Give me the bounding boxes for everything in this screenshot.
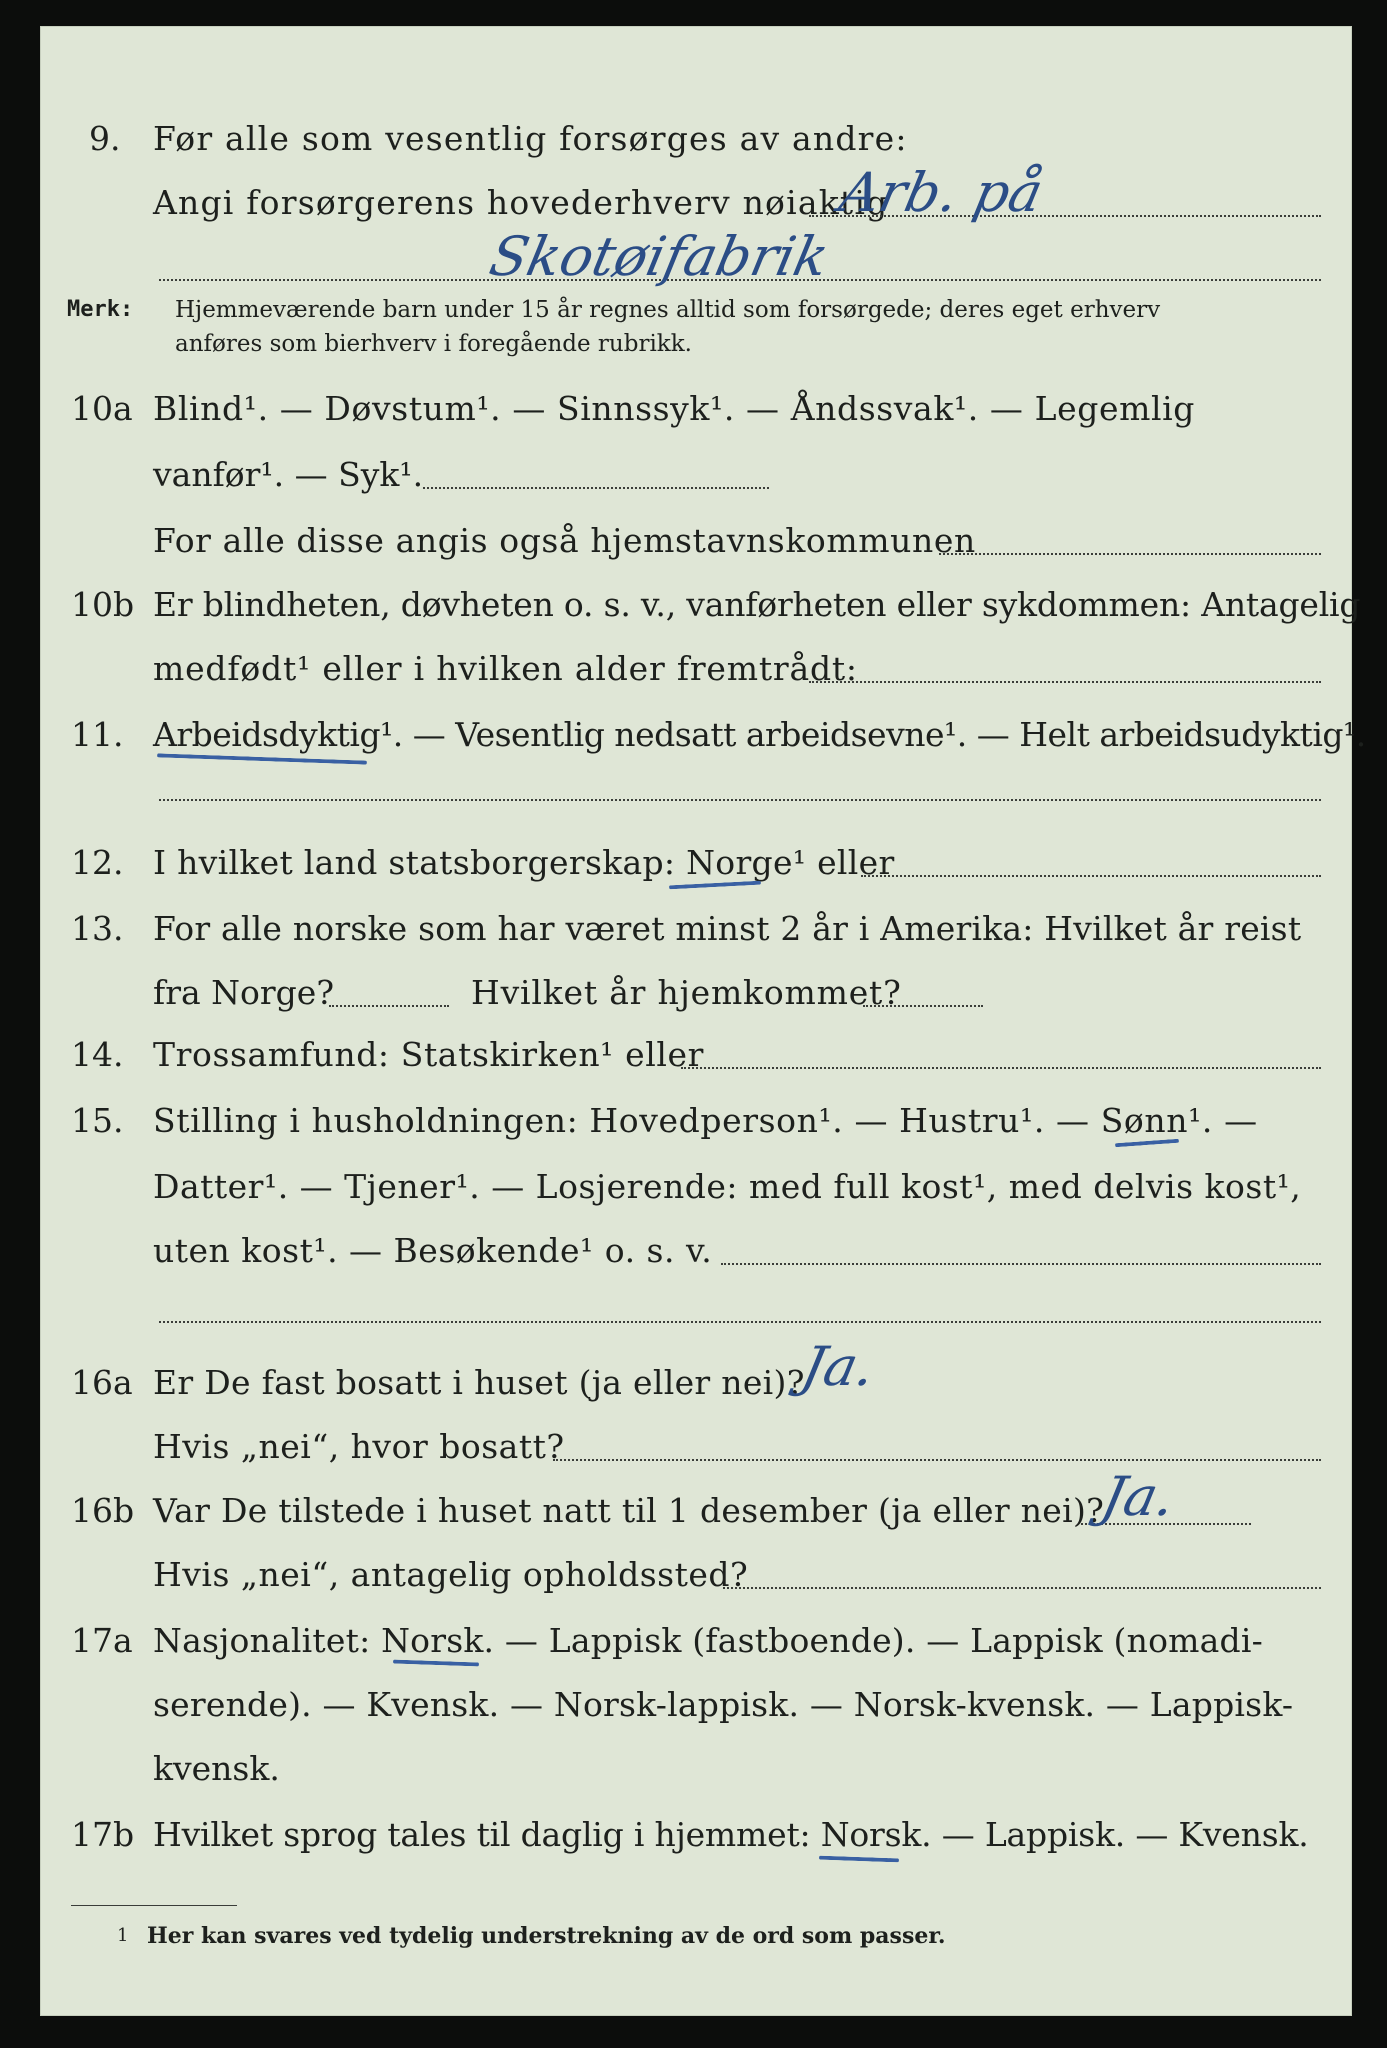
q16b-line2: Hvis „nei“, antagelig opholdssted?: [153, 1555, 749, 1594]
q9-handwritten-answer-1: Arb. på: [834, 161, 1049, 224]
q17b-handwritten-underline: [819, 1856, 899, 1863]
q9-line1: Før alle som vesentlig forsørges av andre:: [153, 119, 908, 158]
q13-fill-line-1: [329, 1005, 449, 1007]
census-form-page: [40, 26, 1366, 2016]
q17a-line2: serende). — Kvensk. — Norsk-lappisk. — Norsk-kvensk. — Lappisk-: [153, 1685, 1294, 1724]
merk-label: Merk:: [67, 297, 134, 322]
q16a-handwritten-answer: Ja.: [796, 1335, 881, 1398]
footnote-rule: [71, 1905, 237, 1906]
q16b-number: 16b: [71, 1491, 135, 1530]
q17b-line1: Hvilket sprog tales til daglig i hjemmet: Norsk. — Lappisk. — Kvensk.: [153, 1815, 1309, 1854]
q10a-line2: vanfør¹. — Syk¹.: [153, 455, 424, 494]
q10a-fill-line-1: [423, 487, 769, 489]
q14-line1: Trossamfund: Statskirken¹ eller: [153, 1035, 705, 1074]
q12-number: 12.: [71, 843, 124, 882]
q10b-line1: Er blindheten, døvheten o. s. v., vanførheten eller sykdommen: Antagelig: [153, 585, 1361, 624]
q17a-line3: kvensk.: [153, 1749, 280, 1788]
q11-number: 11.: [71, 715, 124, 754]
footnote-text: Her kan svares ved tydelig understrekning av de ord som passer.: [147, 1923, 946, 1949]
q14-fill-line: [681, 1067, 1321, 1069]
q9-number: 9.: [89, 119, 121, 158]
q15-line2: Datter¹. — Tjener¹. — Losjerende: med full kost¹, med delvis kost¹,: [153, 1167, 1302, 1206]
q10a-number: 10a: [71, 389, 133, 428]
q9-handwritten-answer-2: Skotøifabrik: [484, 225, 835, 288]
q12-line1: I hvilket land statsborgerskap: Norge¹ eller: [153, 843, 895, 882]
q15-line1: Stilling i husholdningen: Hovedperson¹. — Hustru¹. — Sønn¹. —: [153, 1101, 1258, 1140]
q14-number: 14.: [71, 1035, 124, 1074]
q10b-fill-line: [809, 681, 1321, 683]
q15-fill-line-2: [159, 1321, 1321, 1323]
q17a-line1: Nasjonalitet: Norsk. — Lappisk (fastboende). — Lappisk (nomadi-: [153, 1621, 1263, 1660]
q17a-number: 17a: [71, 1621, 133, 1660]
q15-fill-line-1: [721, 1263, 1321, 1265]
q16b-handwritten-answer: Ja.: [1096, 1465, 1181, 1528]
q10b-number: 10b: [71, 585, 135, 624]
q13-line1: For alle norske som har været minst 2 år i Amerika: Hvilket år reist: [153, 909, 1302, 948]
footnote-mark: 1: [117, 1925, 129, 1946]
q10a-line3: For alle disse angis også hjemstavnskommunen: [153, 521, 976, 560]
q13-line2a: fra Norge?: [153, 973, 335, 1012]
q15-number: 15.: [71, 1101, 124, 1140]
q15-line3: uten kost¹. — Besøkende¹ o. s. v.: [153, 1231, 713, 1270]
q11-line1: Arbeidsdyktig¹. — Vesentlig nedsatt arbeidsevne¹. — Helt arbeidsudyktig¹.: [153, 715, 1366, 754]
q16a-line2: Hvis „nei“, hvor bosatt?: [153, 1427, 565, 1466]
q16b-line1: Var De tilstede i huset natt til 1 desember (ja eller nei)?: [153, 1491, 1105, 1530]
q16a-line1: Er De fast bosatt i huset (ja eller nei)?: [153, 1363, 805, 1402]
q12-fill-line: [861, 875, 1321, 877]
merk-line1: Hjemmeværende barn under 15 år regnes alltid som forsørgede; deres eget erhverv: [175, 297, 1161, 323]
q10a-line1: Blind¹. — Døvstum¹. — Sinnssyk¹. — Åndssvak¹. — Legemlig: [153, 389, 1196, 428]
q16a-fill-line: [553, 1459, 1321, 1461]
q13-line2b: Hvilket år hjemkommet?: [471, 973, 902, 1012]
q16a-number: 16a: [71, 1363, 133, 1402]
merk-line2: anføres som bierhverv i foregående rubrikk.: [175, 331, 692, 357]
q17b-number: 17b: [71, 1815, 135, 1854]
q9-line2: Angi forsørgerens hovederhverv nøiaktig: [153, 183, 889, 222]
q13-fill-line-2: [863, 1005, 983, 1007]
q11-handwritten-underline: [157, 753, 367, 764]
q10b-line2: medfødt¹ eller i hvilken alder fremtrådt:: [153, 649, 858, 688]
q11-fill-line: [159, 799, 1321, 801]
q13-number: 13.: [71, 909, 124, 948]
q16b-fill-line-2: [723, 1587, 1321, 1589]
q10a-fill-line-2: [939, 553, 1321, 555]
